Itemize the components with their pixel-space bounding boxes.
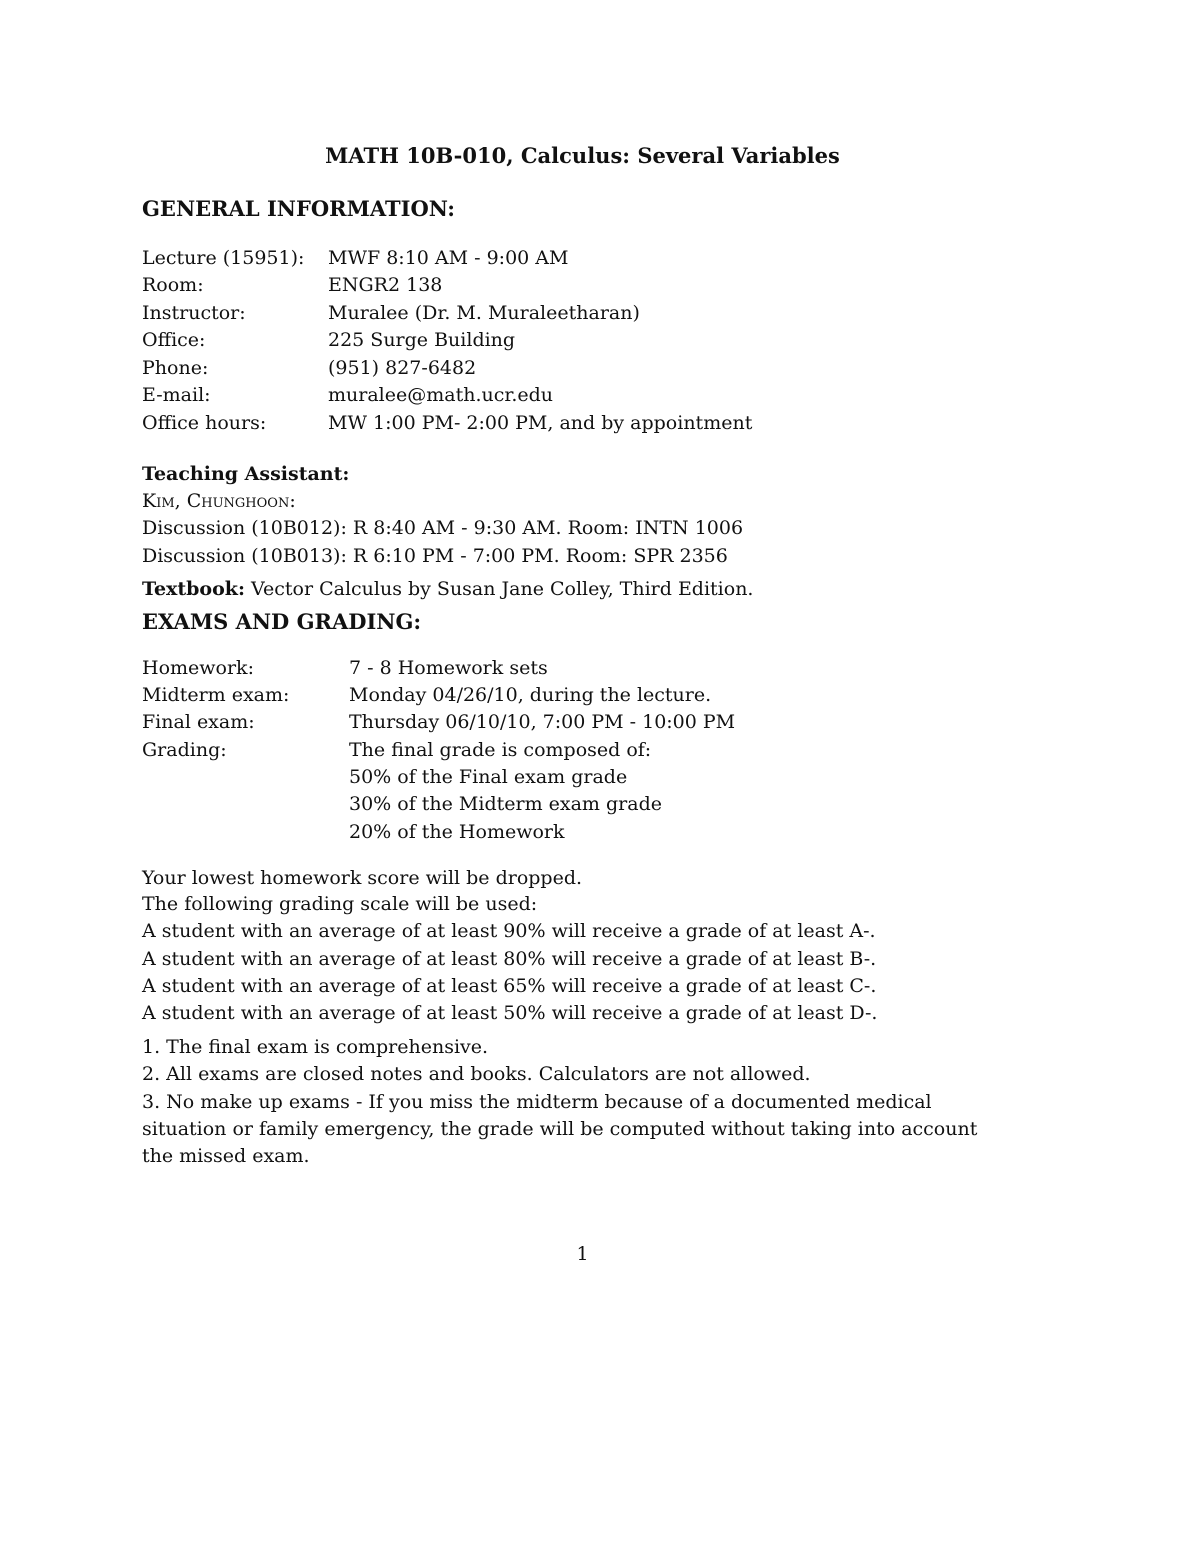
scale-line: A student with an average of at least 50% will receive a grade of at least D-. (142, 1002, 878, 1024)
info-value: 225 Surge Building (328, 329, 516, 351)
note-line: 3. No make up exams - If you miss the midterm because of a documented medical (142, 1091, 932, 1113)
info-label: Lecture (15951): (142, 247, 305, 269)
scale-line: A student with an average of at least 90% will receive a grade of at least A-. (142, 920, 876, 942)
exam-label: Grading: (142, 739, 227, 761)
email-address: muralee@math.ucr.edu (328, 384, 554, 406)
scale-line: Your lowest homework score will be dropped. (142, 867, 583, 889)
info-value: MWF 8:10 AM - 9:00 AM (328, 247, 569, 269)
exam-label: Midterm exam: (142, 684, 290, 706)
exams-heading: EXAMS AND GRADING: (142, 609, 422, 634)
info-label: Room: (142, 274, 204, 296)
info-label: E-mail: (142, 384, 211, 406)
info-value: ENGR2 138 (328, 274, 443, 296)
scale-line: A student with an average of at least 80% will receive a grade of at least B-. (142, 948, 877, 970)
exam-label: Homework: (142, 657, 254, 679)
exam-value: The final grade is composed of: (349, 739, 652, 761)
scale-line: A student with an average of at least 65% will receive a grade of at least C-. (142, 975, 877, 997)
info-label: Phone: (142, 357, 209, 379)
note-line: 1. The final exam is comprehensive. (142, 1036, 489, 1058)
exam-value: 20% of the Homework (349, 821, 565, 843)
scale-line: The following grading scale will be used: (142, 893, 538, 915)
page-number: 1 (576, 1243, 589, 1265)
info-value: (951) 827-6482 (328, 357, 477, 379)
note-line: 2. All exams are closed notes and books. Calculators are not allowed. (142, 1063, 811, 1085)
textbook-line (142, 576, 753, 602)
info-label: Instructor: (142, 302, 246, 324)
discussion-line: Discussion (10B013): R 6:10 PM - 7:00 PM. Room: SPR 2356 (142, 545, 728, 567)
page-title: MATH 10B-010, Calculus: Several Variables (325, 143, 840, 168)
exam-value: 30% of the Midterm exam grade (349, 793, 662, 815)
info-value: Muralee (Dr. M. Muraleetharan) (328, 302, 640, 324)
info-label: Office: (142, 329, 206, 351)
textbook-label: Textbook: (142, 578, 245, 600)
exam-value: Monday 04/26/10, during the lecture. (349, 684, 712, 706)
note-line: the missed exam. (142, 1145, 310, 1167)
ta-heading: Teaching Assistant: (142, 463, 350, 485)
exam-value: Thursday 06/10/10, 7:00 PM - 10:00 PM (349, 711, 736, 733)
note-line: situation or family emergency, the grade will be computed without taking into account (142, 1118, 978, 1140)
textbook-value: Vector Calculus by Susan Jane Colley, Third Edition. (251, 578, 754, 600)
exam-label: Final exam: (142, 711, 255, 733)
exam-value: 7 - 8 Homework sets (349, 657, 548, 679)
general-info-heading: GENERAL INFORMATION: (142, 196, 455, 221)
ta-name: Kim, Chunghoon: (142, 490, 296, 512)
exam-value: 50% of the Final exam grade (349, 766, 628, 788)
info-label: Office hours: (142, 412, 267, 434)
info-value: MW 1:00 PM- 2:00 PM, and by appointment (328, 412, 753, 434)
discussion-line: Discussion (10B012): R 8:40 AM - 9:30 AM. Room: INTN 1006 (142, 517, 744, 539)
